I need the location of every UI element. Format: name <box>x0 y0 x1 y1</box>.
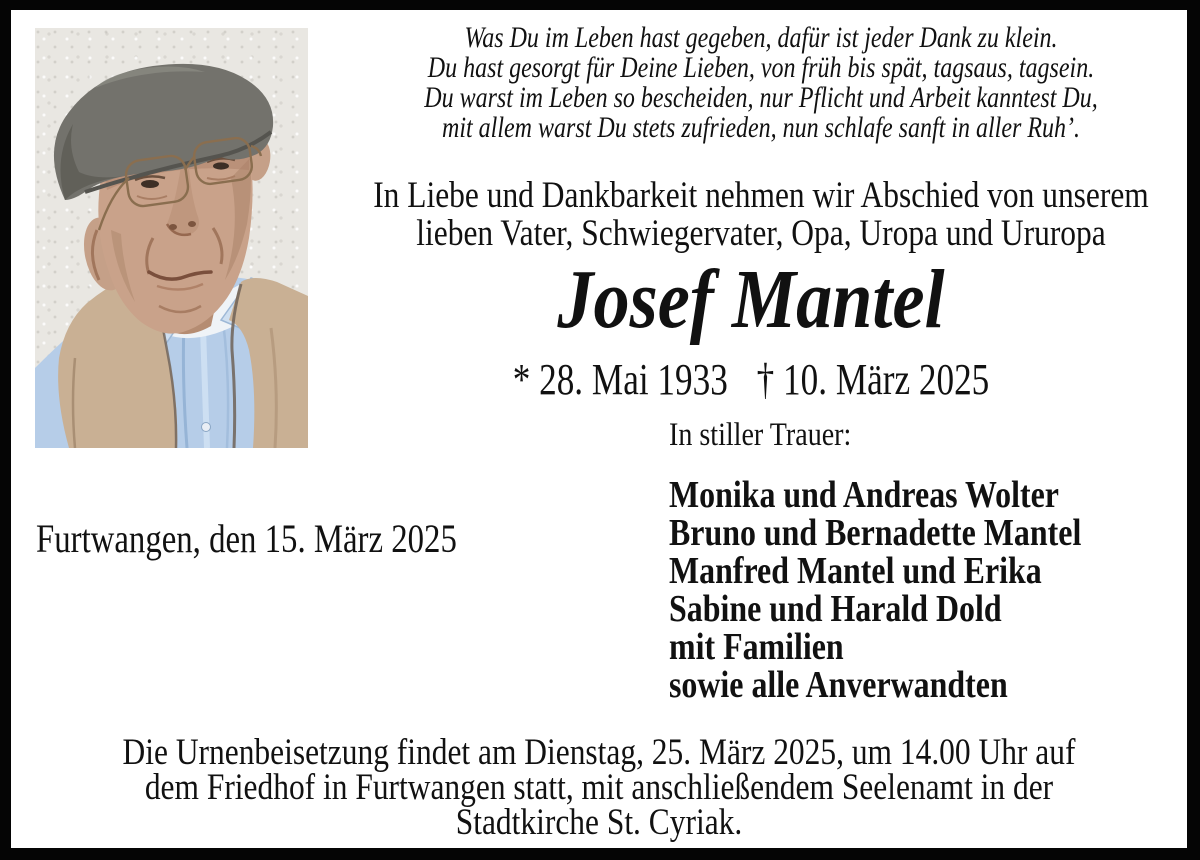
mourner-line: Monika und Andreas Wolter <box>669 474 1059 516</box>
funeral-line: Die Urnenbeisetzung findet am Dienstag, 25. März 2025, um 14.00 Uhr auf <box>122 732 1076 773</box>
verse-line: Du warst im Leben so bescheiden, nur Pflicht und Arbeit kanntest Du, <box>424 81 1098 114</box>
funeral-announcement <box>99 732 1099 843</box>
mourner-line: Bruno und Bernadette Mantel <box>669 512 1082 554</box>
verse-line: Was Du im Leben hast gegeben, dafür ist jeder Dank zu klein. <box>464 21 1058 54</box>
farewell-intro-line: lieben Vater, Schwiegervater, Opa, Uropa und Ururopa <box>416 213 1106 254</box>
birth-date-text: 28. Mai 1933 <box>539 355 728 404</box>
life-dates <box>375 356 1127 404</box>
verse-line: Du hast gesorgt für Deine Lieben, von früh bis spät, tagsaus, tagsein. <box>427 51 1095 84</box>
portrait-photo <box>35 28 308 448</box>
deceased-name: Josef Mantel <box>557 253 945 346</box>
verse-line: mit allem warst Du stets zufrieden, nun schlafe sanft in aller Ruh’. <box>442 111 1080 144</box>
portrait-illustration <box>35 28 308 448</box>
mourner-line: mit Familien <box>669 626 844 668</box>
death-cross-icon: † <box>756 355 775 404</box>
place-date-line: Furtwangen, den 15. März 2025 <box>36 516 457 561</box>
mourner-line: Sabine und Harald Dold <box>669 588 1002 630</box>
farewell-intro-line: In Liebe und Dankbarkeit nehmen wir Abschied von unserem <box>373 175 1149 216</box>
birth-date <box>513 355 728 404</box>
memorial-verse <box>321 23 1200 143</box>
mourner-line: sowie alle Anverwandten <box>669 664 1008 706</box>
birth-star-icon: * <box>512 355 531 404</box>
death-date-text: 10. März 2025 <box>783 355 990 404</box>
mourner-list <box>669 476 1081 704</box>
farewell-intro <box>294 177 1200 253</box>
death-date <box>757 355 990 404</box>
mourning-heading: In stiller Trauer: <box>669 417 852 453</box>
funeral-line: dem Friedhof in Furtwangen statt, mit anschließendem Seelenamt in der <box>144 767 1054 808</box>
mourner-line: Manfred Mantel und Erika <box>669 550 1042 592</box>
funeral-line: Stadtkirche St. Cyriak. <box>455 802 743 843</box>
